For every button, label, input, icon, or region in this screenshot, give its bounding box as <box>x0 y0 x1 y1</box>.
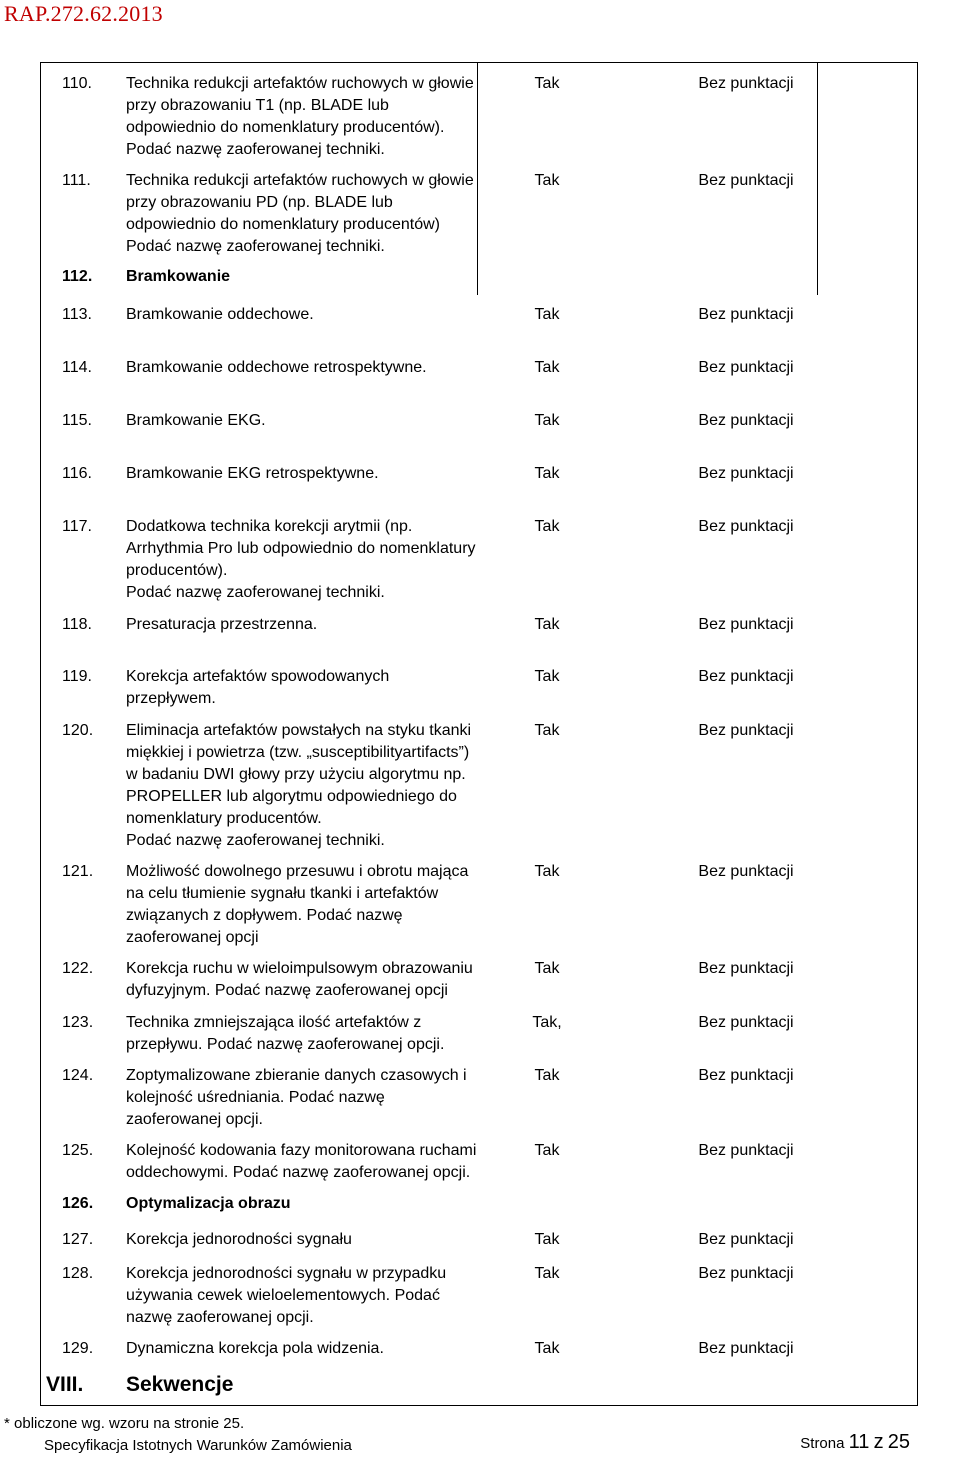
description-line: Bramkowanie <box>126 268 231 285</box>
row-description <box>126 1140 486 1184</box>
description-line: dyfuzyjnym. Podać nazwę zaoferowanej opcji <box>126 982 448 999</box>
description-line: przy obrazowaniu PD (np. BLADE lub <box>126 194 393 211</box>
document-reference: RAP.272.62.2013 <box>4 1 163 26</box>
description-line: nomenklatury producentów. <box>126 810 322 827</box>
row-number: 122. <box>62 960 94 977</box>
required-value: Tak <box>534 1142 560 1159</box>
description-line: Technika redukcji artefaktów ruchowych w głowie <box>126 172 474 189</box>
row-number: 113. <box>62 306 92 323</box>
page-number: 11 <box>848 1431 870 1453</box>
scoring-value: Bez punktacji <box>698 1340 794 1357</box>
description-line: Korekcja artefaktów spowodowanych <box>126 668 390 685</box>
description-line: Możliwość dowolnego przesuwu i obrotu mająca <box>126 863 469 880</box>
row-description <box>126 1012 486 1056</box>
required-value: Tak <box>534 1340 560 1357</box>
description-line: oddechowymi. Podać nazwę zaoferowanej opcji. <box>126 1164 471 1181</box>
scoring-value: Bez punktacji <box>698 359 794 376</box>
scoring-value: Bez punktacji <box>698 306 794 323</box>
row-number: 128. <box>62 1265 94 1282</box>
description-line: Optymalizacja obrazu <box>126 1195 291 1212</box>
required-value: Tak <box>534 1067 560 1084</box>
required-value: Tak <box>534 518 560 535</box>
required-value: Tak <box>534 306 560 323</box>
description-line: związanych z dopływem. Podać nazwę <box>126 907 403 924</box>
row-description <box>126 357 486 379</box>
row-number: 121. <box>62 863 94 880</box>
required-value: Tak <box>534 172 560 189</box>
required-value: Tak <box>534 722 560 739</box>
description-line: Korekcja jednorodności sygnału <box>126 1231 352 1248</box>
description-line: Dodatkowa technika korekcji arytmii (np. <box>126 518 413 535</box>
row-description <box>126 666 486 710</box>
required-value: Tak <box>534 863 560 880</box>
row-description <box>126 516 486 604</box>
scoring-value: Bez punktacji <box>698 863 794 880</box>
scoring-value: Bez punktacji <box>698 75 794 92</box>
row-description <box>126 614 486 636</box>
page-indicator <box>800 1431 910 1454</box>
description-line: nazwę zaoferowanej opcji. <box>126 1309 314 1326</box>
row-number: 118. <box>62 616 92 633</box>
description-line: Bramkowanie EKG retrospektywne. <box>126 465 379 482</box>
row-number: 127. <box>62 1231 94 1248</box>
scoring-value: Bez punktacji <box>698 616 794 633</box>
row-number: 117. <box>62 518 92 535</box>
description-line: odpowiednio do nomenklatury producentów). <box>126 119 445 136</box>
scoring-value: Bez punktacji <box>698 172 794 189</box>
row-number: 126. <box>62 1195 94 1212</box>
scoring-value: Bez punktacji <box>698 668 794 685</box>
description-line: Technika redukcji artefaktów ruchowych w głowie <box>126 75 474 92</box>
required-value: Tak <box>534 75 560 92</box>
footer-title: Specyfikacja Istotnych Warunków Zamówienia <box>44 1437 352 1454</box>
description-line: Podać nazwę zaoferowanej techniki. <box>126 238 385 255</box>
description-line: przepływu. Podać nazwę zaoferowanej opcji. <box>126 1036 445 1053</box>
description-line: PROPELLER lub algorytmu odpowiedniego do <box>126 788 457 805</box>
description-line: w badaniu DWI głowy przy użyciu algorytmu np. <box>126 766 466 783</box>
row-description <box>126 720 486 852</box>
row-number: 116. <box>62 465 92 482</box>
row-description <box>126 1065 486 1131</box>
row-description <box>126 1229 486 1251</box>
description-line: Bramkowanie EKG. <box>126 412 266 429</box>
required-value: Tak <box>534 1265 560 1282</box>
description-line: Podać nazwę zaoferowanej techniki. <box>126 584 385 601</box>
scoring-value: Bez punktacji <box>698 412 794 429</box>
row-number: 125. <box>62 1142 94 1159</box>
required-value: Tak <box>534 1231 560 1248</box>
row-number: 120. <box>62 722 94 739</box>
description-line: miękkiej i powietrza (tzw. „susceptibilityartifacts”) <box>126 744 470 761</box>
scoring-value: Bez punktacji <box>698 1231 794 1248</box>
row-number: 119. <box>62 668 92 685</box>
required-value: Tak <box>534 616 560 633</box>
description-line: Bramkowanie oddechowe. <box>126 306 314 323</box>
description-line: Presaturacja przestrzenna. <box>126 616 318 633</box>
section-title: Sekwencje <box>126 1373 234 1396</box>
row-number: 129. <box>62 1340 94 1357</box>
row-description <box>126 1263 486 1329</box>
description-line: Eliminacja artefaktów powstałych na styku tkanki <box>126 722 472 739</box>
scoring-value: Bez punktacji <box>698 1265 794 1282</box>
row-description <box>126 463 486 485</box>
row-number: 124. <box>62 1067 94 1084</box>
description-line: Podać nazwę zaoferowanej techniki. <box>126 141 385 158</box>
scoring-value: Bez punktacji <box>698 518 794 535</box>
row-number: 123. <box>62 1014 94 1031</box>
section-number: VIII. <box>46 1373 84 1396</box>
scoring-value: Bez punktacji <box>698 1014 794 1031</box>
required-value: Tak <box>534 668 560 685</box>
row-description <box>126 861 486 949</box>
description-line: przepływem. <box>126 690 216 707</box>
row-description <box>126 1193 486 1215</box>
row-description <box>126 266 486 288</box>
scoring-value: Bez punktacji <box>698 722 794 739</box>
description-line: na celu tłumienie sygnału tkanki i artefaktów <box>126 885 439 902</box>
description-line: odpowiednio do nomenklatury producentów) <box>126 216 440 233</box>
required-value: Tak <box>534 412 560 429</box>
row-description <box>126 958 486 1002</box>
required-value: Tak <box>534 960 560 977</box>
description-line: Podać nazwę zaoferowanej techniki. <box>126 832 385 849</box>
row-number: 114. <box>62 359 92 376</box>
row-number: 112. <box>62 268 93 285</box>
required-value: Tak <box>534 465 560 482</box>
description-line: Dynamiczna korekcja pola widzenia. <box>126 1340 384 1357</box>
description-line: przy obrazowaniu T1 (np. BLADE lub <box>126 97 389 114</box>
page-total: 25 <box>887 1431 910 1453</box>
description-line: zaoferowanej opcji. <box>126 1111 263 1128</box>
description-line: Zoptymalizowane zbieranie danych czasowych i <box>126 1067 467 1084</box>
row-number: 110. <box>62 75 92 92</box>
row-description <box>126 1338 486 1360</box>
scoring-value: Bez punktacji <box>698 1067 794 1084</box>
row-description <box>126 410 486 432</box>
row-description <box>126 170 486 258</box>
description-line: producentów). <box>126 562 228 579</box>
scoring-value: Bez punktacji <box>698 1142 794 1159</box>
description-line: Korekcja ruchu w wieloimpulsowym obrazowaniu <box>126 960 473 977</box>
description-line: Kolejność kodowania fazy monitorowana ruchami <box>126 1142 477 1159</box>
row-description <box>126 73 486 161</box>
scoring-value: Bez punktacji <box>698 465 794 482</box>
row-number: 111. <box>62 172 91 189</box>
page-of: z <box>873 1431 884 1453</box>
required-value: Tak <box>534 359 560 376</box>
description-line: zaoferowanej opcji <box>126 929 259 946</box>
row-number: 115. <box>62 412 92 429</box>
description-line: używania cewek wieloelementowych. Podać <box>126 1287 440 1304</box>
scoring-value: Bez punktacji <box>698 960 794 977</box>
description-line: Korekcja jednorodności sygnału w przypadku <box>126 1265 447 1282</box>
required-value: Tak, <box>532 1014 562 1031</box>
description-line: Bramkowanie oddechowe retrospektywne. <box>126 359 427 376</box>
page-word: Strona <box>800 1435 845 1452</box>
row-description <box>126 304 486 326</box>
description-line: kolejność uśredniania. Podać nazwę <box>126 1089 385 1106</box>
description-line: Arrhythmia Pro lub odpowiednio do nomenklatury <box>126 540 476 557</box>
description-line: Technika zmniejszająca ilość artefaktów z <box>126 1014 422 1031</box>
footnote: * obliczone wg. wzoru na stronie 25. <box>4 1415 245 1432</box>
